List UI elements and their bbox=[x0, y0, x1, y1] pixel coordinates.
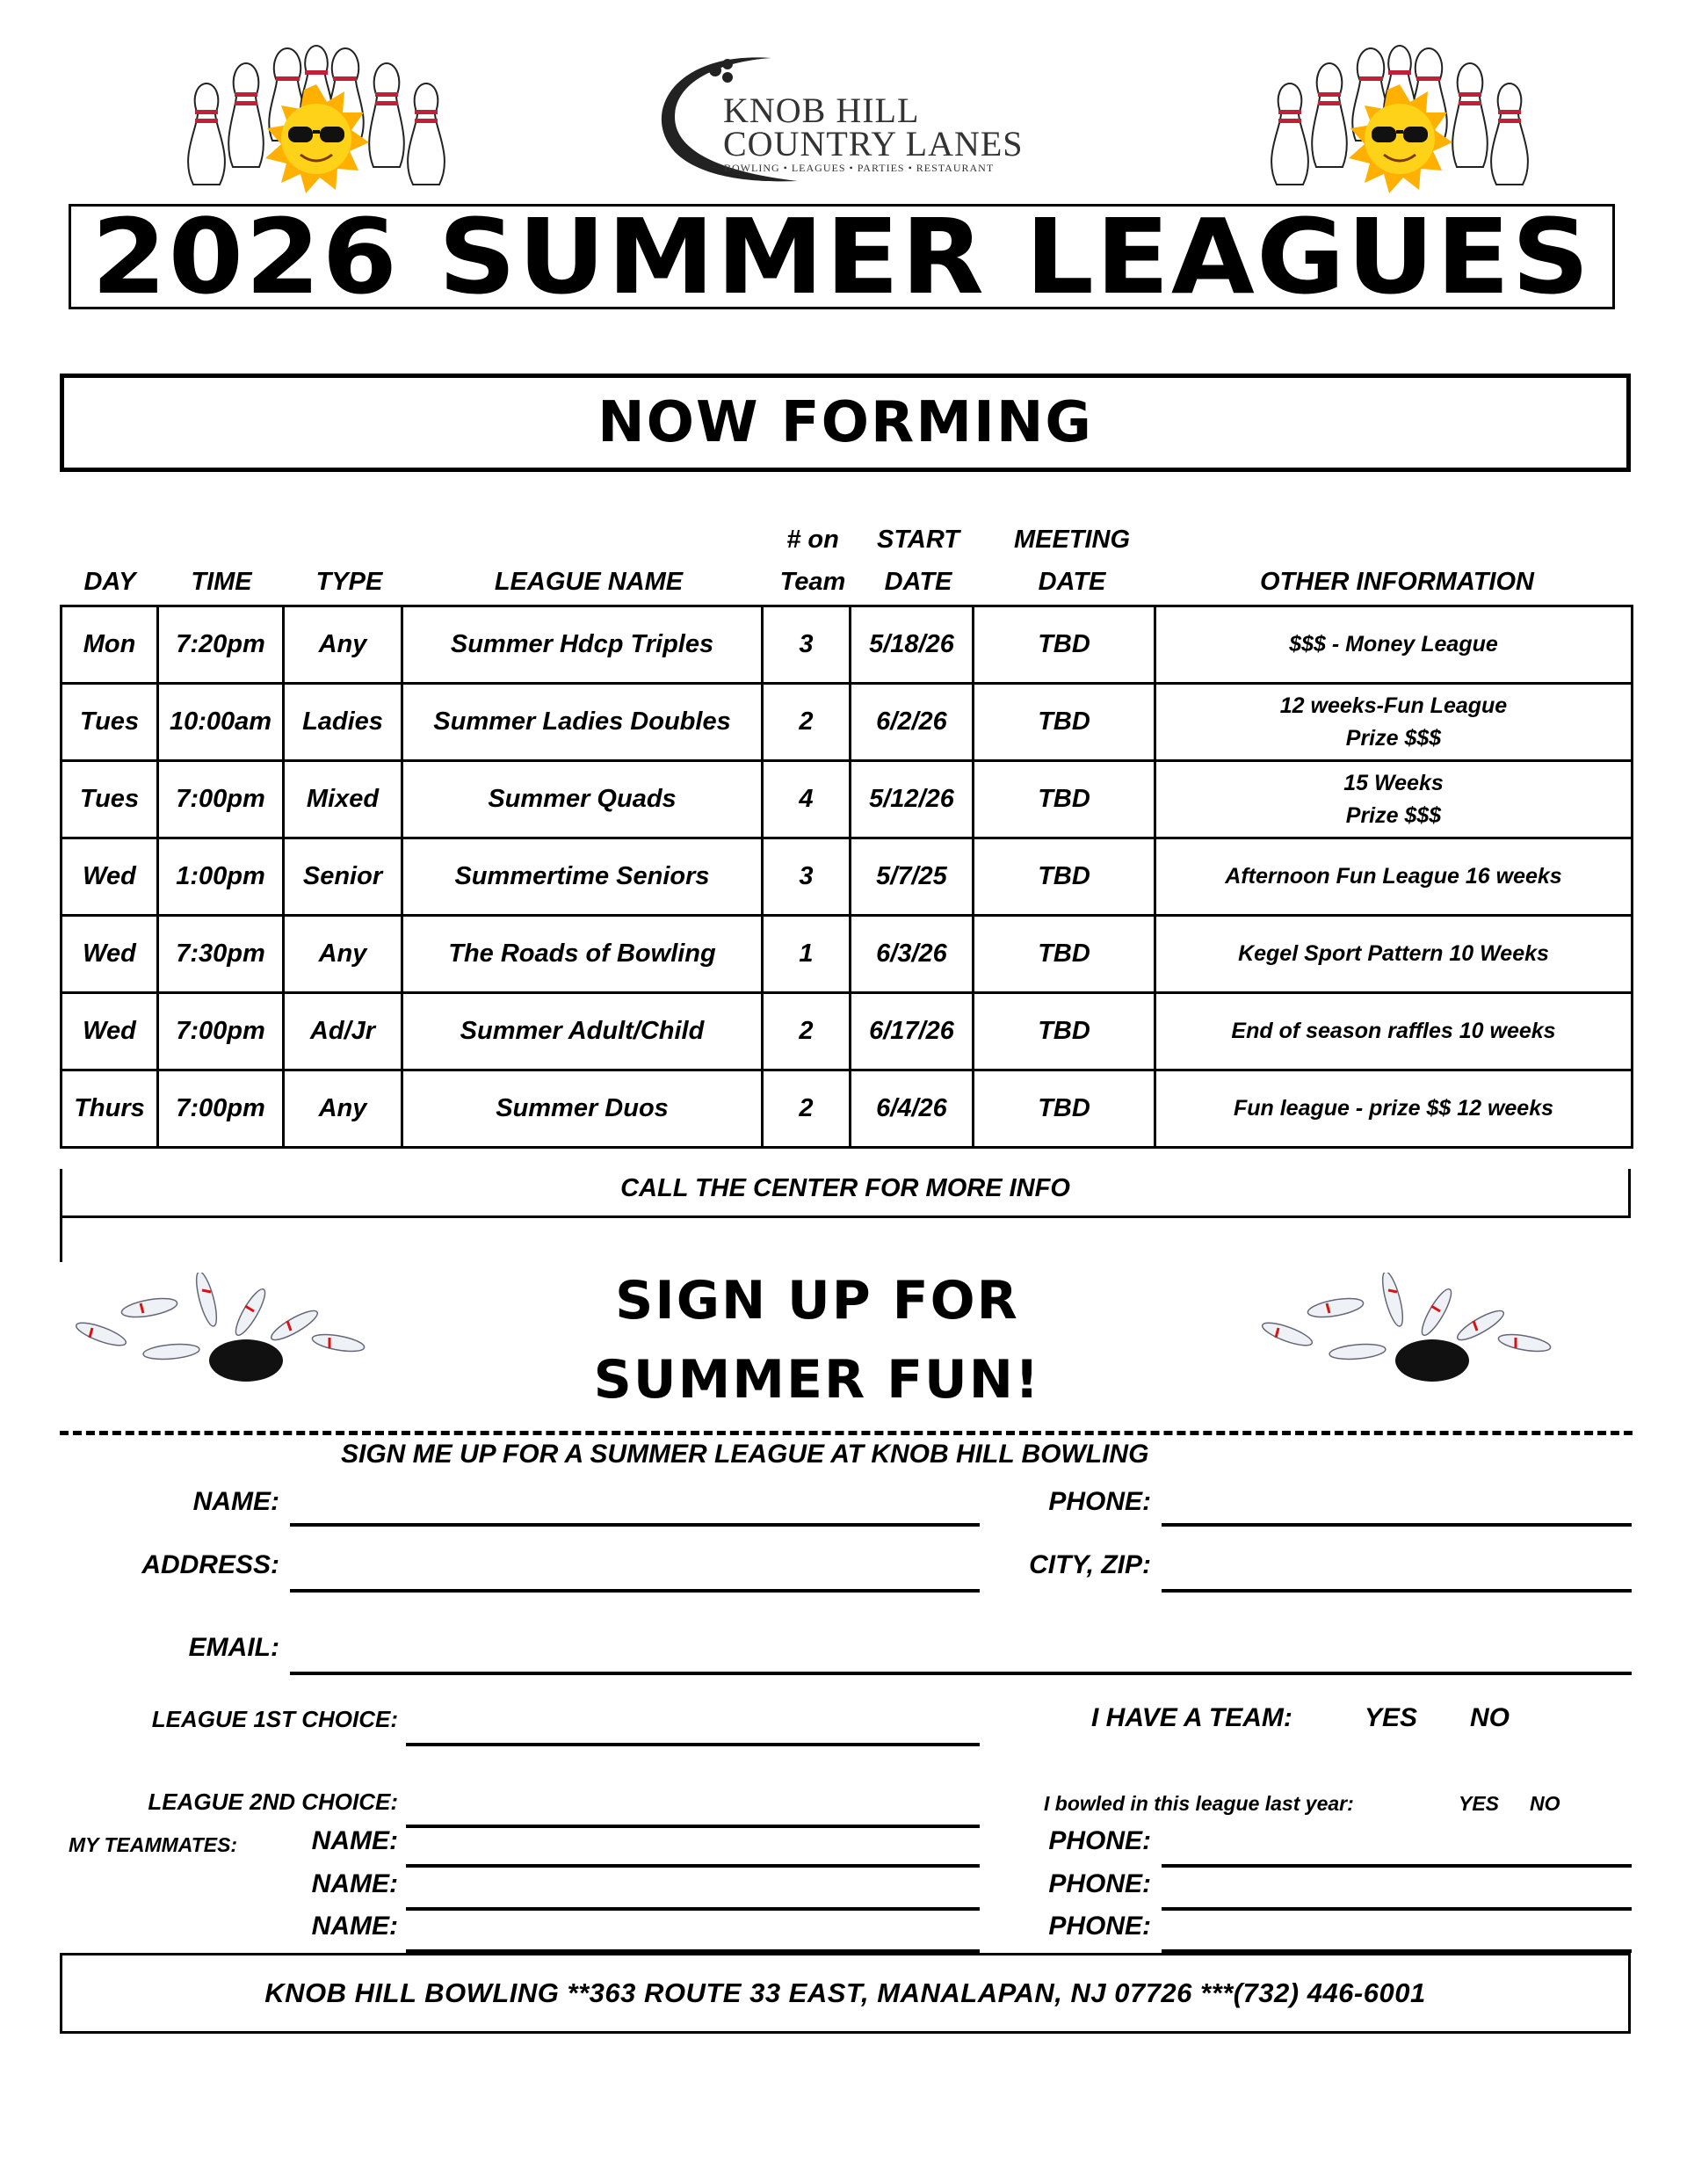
now-forming-heading: NOW FORMING bbox=[597, 390, 1093, 455]
last-year-label: I bowled in this league last year: bbox=[1044, 1792, 1354, 1815]
have-team-label: I HAVE A TEAM: bbox=[1091, 1703, 1292, 1732]
type-cell: Senior bbox=[284, 838, 402, 916]
address-field[interactable] bbox=[290, 1589, 980, 1593]
type-cell: Any bbox=[284, 606, 402, 684]
teammate-2-phone-field[interactable] bbox=[1162, 1907, 1632, 1911]
start-date-cell: 6/2/26 bbox=[851, 684, 974, 761]
team-size-cell: 2 bbox=[763, 993, 851, 1070]
logo-line-2: COUNTRY LANES bbox=[723, 124, 1024, 163]
phone-field[interactable] bbox=[1162, 1523, 1632, 1527]
header-league-name: LEAGUE NAME bbox=[494, 568, 684, 596]
signup-heading-line2: SUMMER FUN! bbox=[593, 1349, 1041, 1411]
header-team-line2: Team bbox=[779, 568, 846, 596]
header-day: DAY bbox=[83, 568, 136, 596]
start-date-cell: 5/7/25 bbox=[851, 838, 974, 916]
type-cell: Any bbox=[284, 1070, 402, 1148]
city-zip-field[interactable] bbox=[1162, 1589, 1632, 1593]
address-label: ADDRESS: bbox=[141, 1550, 279, 1579]
header-time: TIME bbox=[191, 568, 252, 596]
team-size-cell: 2 bbox=[763, 684, 851, 761]
other-info-cell bbox=[1155, 761, 1633, 838]
meeting-date-cell: TBD bbox=[974, 838, 1155, 916]
time-cell: 7:00pm bbox=[158, 1070, 284, 1148]
teammate-1-name-field[interactable] bbox=[406, 1864, 980, 1868]
other-info-cell bbox=[1155, 606, 1633, 684]
header-team-line1: # on bbox=[786, 526, 839, 554]
meeting-date-cell: TBD bbox=[974, 761, 1155, 838]
bowling-pins-sun-icon bbox=[1255, 35, 1545, 193]
day-cell: Wed bbox=[62, 993, 158, 1070]
header-other-info: OTHER INFORMATION bbox=[1260, 568, 1534, 596]
header-type: TYPE bbox=[315, 568, 383, 596]
other-info-cell bbox=[1155, 916, 1633, 993]
other-info-cell bbox=[1155, 993, 1633, 1070]
team-size-cell: 2 bbox=[763, 1070, 851, 1148]
day-cell: Wed bbox=[62, 838, 158, 916]
table-border-stub bbox=[60, 1218, 62, 1262]
meeting-date-cell: TBD bbox=[974, 993, 1155, 1070]
league-first-choice-label: LEAGUE 1ST CHOICE: bbox=[151, 1706, 398, 1732]
page-title: 2026 SUMMER LEAGUES bbox=[91, 196, 1592, 317]
league-first-choice-field[interactable] bbox=[406, 1743, 980, 1746]
teammate-2-name-label: NAME: bbox=[311, 1869, 398, 1898]
last-year-no-option[interactable]: NO bbox=[1530, 1792, 1560, 1815]
league-name-cell: Summer Hdcp Triples bbox=[402, 606, 763, 684]
teammate-2-name-field[interactable] bbox=[406, 1907, 980, 1911]
type-cell: Ad/Jr bbox=[284, 993, 402, 1070]
call-info-box bbox=[60, 1169, 1631, 1218]
time-cell: 1:00pm bbox=[158, 838, 284, 916]
league-name-cell: Summer Quads bbox=[402, 761, 763, 838]
header-start-line2: DATE bbox=[884, 568, 952, 596]
time-cell: 7:30pm bbox=[158, 916, 284, 993]
bowling-strike-icon bbox=[75, 1273, 373, 1387]
table-row bbox=[62, 1070, 1633, 1148]
other-info-line1: Kegel Sport Pattern 10 Weeks bbox=[1238, 941, 1549, 967]
day-cell: Thurs bbox=[62, 1070, 158, 1148]
table-row bbox=[62, 916, 1633, 993]
time-cell: 7:00pm bbox=[158, 761, 284, 838]
table-row bbox=[62, 993, 1633, 1070]
city-zip-label: CITY, ZIP: bbox=[1029, 1550, 1151, 1579]
time-cell: 7:20pm bbox=[158, 606, 284, 684]
day-cell: Wed bbox=[62, 916, 158, 993]
start-date-cell: 5/18/26 bbox=[851, 606, 974, 684]
league-name-cell: Summer Duos bbox=[402, 1070, 763, 1148]
other-info-line1: 15 Weeks bbox=[1343, 771, 1444, 796]
time-cell: 7:00pm bbox=[158, 993, 284, 1070]
have-team-yes-option[interactable]: YES bbox=[1365, 1703, 1418, 1732]
league-name-cell: The Roads of Bowling bbox=[402, 916, 763, 993]
start-date-cell: 6/4/26 bbox=[851, 1070, 974, 1148]
start-date-cell: 6/17/26 bbox=[851, 993, 974, 1070]
footer-address: KNOB HILL BOWLING **363 ROUTE 33 EAST, MANALAPAN, NJ 07726 ***(732) 446-6001 bbox=[264, 1977, 1426, 2008]
cut-line bbox=[60, 1431, 1633, 1435]
bowling-strike-icon bbox=[1261, 1273, 1560, 1387]
table-row bbox=[62, 606, 1633, 684]
type-cell: Any bbox=[284, 916, 402, 993]
teammate-1-phone-label: PHONE: bbox=[1048, 1826, 1151, 1855]
other-info-line1: Fun league - prize $$ 12 weeks bbox=[1233, 1096, 1554, 1121]
other-info-line1: 12 weeks-Fun League bbox=[1279, 693, 1508, 719]
other-info-line1: Afternoon Fun League 16 weeks bbox=[1225, 864, 1562, 889]
team-size-cell: 3 bbox=[763, 838, 851, 916]
name-field[interactable] bbox=[290, 1523, 980, 1527]
time-cell: 10:00am bbox=[158, 684, 284, 761]
header-start-line1: START bbox=[877, 526, 959, 554]
other-info-cell bbox=[1155, 1070, 1633, 1148]
meeting-date-cell: TBD bbox=[974, 1070, 1155, 1148]
other-info-line2: Prize $$$ bbox=[1345, 802, 1442, 828]
now-forming-box bbox=[60, 374, 1631, 472]
other-info-cell bbox=[1155, 838, 1633, 916]
meeting-date-cell: TBD bbox=[974, 684, 1155, 761]
day-cell: Mon bbox=[62, 606, 158, 684]
day-cell: Tues bbox=[62, 684, 158, 761]
logo-tagline: BOWLING • LEAGUES • PARTIES • RESTAURANT bbox=[724, 162, 995, 174]
table-row bbox=[62, 838, 1633, 916]
team-size-cell: 1 bbox=[763, 916, 851, 993]
teammate-1-name-label: NAME: bbox=[311, 1826, 398, 1855]
knob-hill-logo bbox=[640, 51, 1097, 183]
teammate-2-phone-label: PHONE: bbox=[1048, 1869, 1151, 1898]
signup-heading-line1: SIGN UP FOR bbox=[615, 1270, 1019, 1331]
other-info-line1: $$$ - Money League bbox=[1289, 632, 1498, 657]
header-meeting-line1: MEETING bbox=[1013, 526, 1131, 554]
page-title-box bbox=[69, 196, 1615, 317]
league-name-cell: Summer Ladies Doubles bbox=[402, 684, 763, 761]
leagues-table bbox=[60, 605, 1633, 1149]
email-label: EMAIL: bbox=[188, 1633, 279, 1662]
league-name-cell: Summertime Seniors bbox=[402, 838, 763, 916]
start-date-cell: 6/3/26 bbox=[851, 916, 974, 993]
have-team-no-option[interactable]: NO bbox=[1470, 1703, 1510, 1732]
league-second-choice-field[interactable] bbox=[406, 1825, 980, 1828]
meeting-date-cell: TBD bbox=[974, 916, 1155, 993]
type-cell: Mixed bbox=[284, 761, 402, 838]
logo-line-1: KNOB HILL bbox=[723, 91, 920, 130]
bowling-pins-sun-icon bbox=[171, 35, 461, 193]
league-name-cell: Summer Adult/Child bbox=[402, 993, 763, 1070]
form-heading: SIGN ME UP FOR A SUMMER LEAGUE AT KNOB HILL BOWLING bbox=[341, 1440, 1149, 1469]
teammate-3-name-label: NAME: bbox=[311, 1912, 398, 1941]
table-row bbox=[62, 684, 1633, 761]
header-meeting-line2: DATE bbox=[1038, 568, 1106, 596]
footer-address-box bbox=[60, 1953, 1631, 2034]
type-cell: Ladies bbox=[284, 684, 402, 761]
teammates-label: MY TEAMMATES: bbox=[69, 1833, 238, 1856]
phone-label: PHONE: bbox=[1048, 1487, 1151, 1516]
table-row bbox=[62, 761, 1633, 838]
other-info-cell bbox=[1155, 684, 1633, 761]
call-center-text: CALL THE CENTER FOR MORE INFO bbox=[620, 1174, 1070, 1202]
other-info-line1: End of season raffles 10 weeks bbox=[1231, 1019, 1556, 1044]
teammate-3-phone-label: PHONE: bbox=[1048, 1912, 1151, 1941]
league-second-choice-label: LEAGUE 2ND CHOICE: bbox=[148, 1789, 398, 1815]
last-year-yes-option[interactable]: YES bbox=[1459, 1792, 1500, 1815]
meeting-date-cell: TBD bbox=[974, 606, 1155, 684]
email-field[interactable] bbox=[290, 1672, 1632, 1675]
team-size-cell: 3 bbox=[763, 606, 851, 684]
name-label: NAME: bbox=[192, 1487, 279, 1516]
team-size-cell: 4 bbox=[763, 761, 851, 838]
other-info-line2: Prize $$$ bbox=[1345, 725, 1442, 751]
day-cell: Tues bbox=[62, 761, 158, 838]
start-date-cell: 5/12/26 bbox=[851, 761, 974, 838]
teammate-1-phone-field[interactable] bbox=[1162, 1864, 1632, 1868]
